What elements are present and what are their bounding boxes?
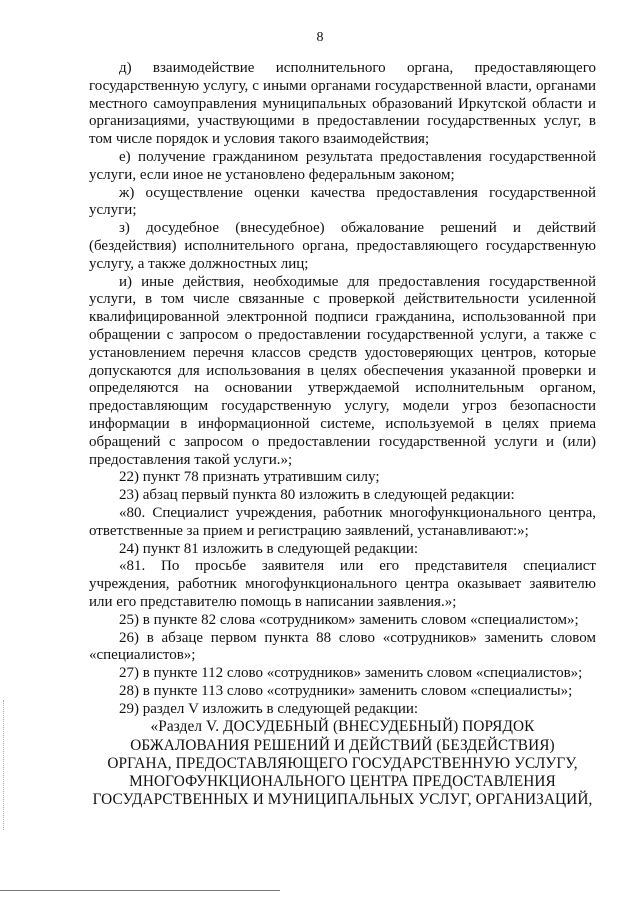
- quote-80: «80. Специалист учреждения, работник многофункционального центра, ответственные за прием и регистрацию заявлений, устанавливают:»;: [89, 504, 596, 539]
- document-body: [89, 60, 596, 810]
- paragraph-i: и) иные действия, необходимые для предоставления государственной услуги, в том числе связанные с проверкой действительности усиленной квалифицированной электронной подписи гражданина, использованной при обращении с запросом о предоставлении государственной услуги, а также с установлением перечня классов средств удостоверяющих центров, которые допускаются для использования в целях обеспечения указанной проверки и определяются на основании утверждаемой исполнительным органом, предоставляющим государственную услугу, модели угроз безопасности информации в информационной системе, используемой в целях приема обращений с запросом о предоставлении государственной услуги и (или) предоставления такой услуги.»;: [89, 273, 596, 468]
- footer-rule: [0, 890, 280, 891]
- page-number: 8: [316, 30, 324, 45]
- section-heading-line: ОБЖАЛОВАНИЯ РЕШЕНИЙ И ДЕЙСТВИЙ (БЕЗДЕЙСТВИЯ): [130, 736, 555, 754]
- paragraph-z: з) досудебное (внесудебное) обжалование решений и действий (бездействия) исполнительного органа, предоставляющего государственную услугу, а также должностных лиц;: [89, 220, 596, 272]
- paragraph-zh: ж) осуществление оценки качества предоставления государственной услуги;: [89, 184, 596, 219]
- item-22: 22) пункт 78 признать утратившим силу;: [119, 469, 380, 486]
- item-26: 26) в абзаце первом пункта 88 слово «сотрудников» заменить словом «специалистов»;: [89, 629, 596, 664]
- item-23: 23) абзац первый пункта 80 изложить в следующей редакции:: [119, 487, 515, 504]
- item-29: 29) раздел V изложить в следующей редакции:: [119, 700, 419, 717]
- item-25: 25) в пункте 82 слова «сотрудником» заменить словом «специалистом»;: [119, 611, 579, 628]
- item-28: 28) в пункте 113 слово «сотрудники» заменить словом «специалисты»;: [119, 682, 573, 699]
- paragraph-e: е) получение гражданином результата предоставления государственной услуги, если иное не установлено федеральным законом;: [89, 148, 596, 183]
- section-heading-line: ОРГАНА, ПРЕДОСТАВЛЯЮЩЕГО ГОСУДАРСТВЕННУЮ УСЛУГУ,: [107, 754, 578, 772]
- item-24: 24) пункт 81 изложить в следующей редакции:: [119, 540, 419, 557]
- margin-scan-mark: [3, 700, 5, 830]
- section-heading-line: «Раздел V. ДОСУДЕБНЫЙ (ВНЕСУДЕБНЫЙ) ПОРЯДОК: [150, 718, 535, 736]
- section-heading-line: МНОГОФУНКЦИОНАЛЬНОГО ЦЕНТРА ПРЕДОСТАВЛЕНИЯ: [129, 773, 556, 791]
- quote-81: «81. По просьбе заявителя или его представителя специалист учреждения, работник многофункционального центра оказывает заявителю или его представителю помощь в написании заявления.»;: [89, 558, 596, 610]
- item-27: 27) в пункте 112 слово «сотрудников» заменить словом «специалистов»;: [119, 665, 583, 682]
- section-heading-line: ГОСУДАРСТВЕННЫХ И МУНИЦИПАЛЬНЫХ УСЛУГ, ОРГАНИЗАЦИЙ,: [92, 791, 593, 809]
- paragraph-d: д) взаимодействие исполнительного органа, предоставляющего государственную услугу, с иными органами государственной власти, органами местного самоуправления муниципальных образований Иркутской области и организациями, участвующими в предоставлении государственных услуг, в том числе порядок и условия такого взаимодействия;: [89, 60, 596, 148]
